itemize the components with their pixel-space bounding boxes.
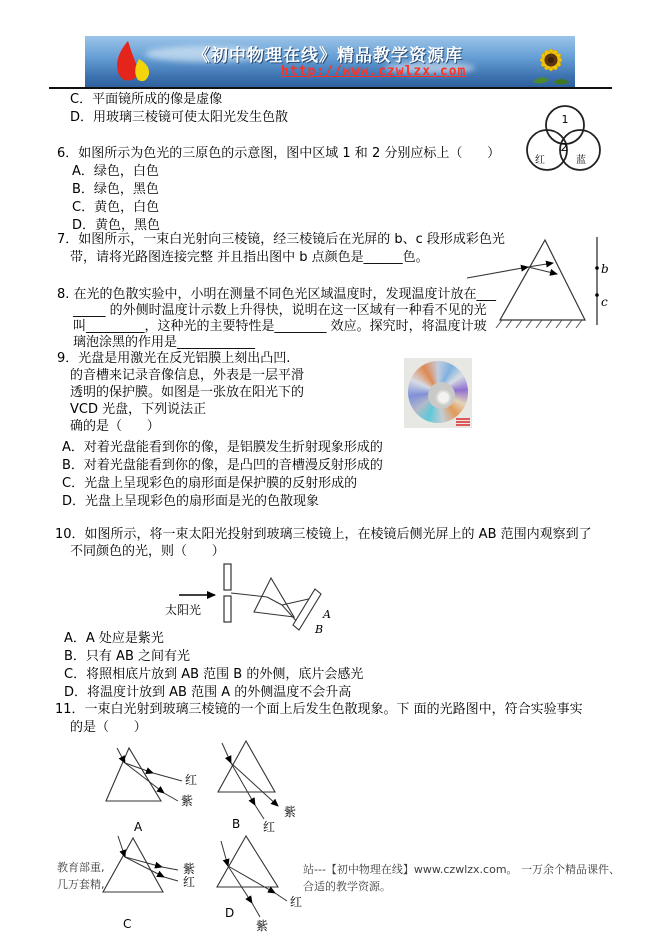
q7-line2: 带，请将光路图连接完整 并且指出图中 b 点颜色是______色。 [70,250,429,265]
venn-blue-label: 蓝 [576,155,586,166]
banner-title: 《初中物理在线》精品教学资源库 [193,46,463,66]
ray-through-slit [231,593,267,597]
ray-in-prism [267,597,282,605]
q6-stem: 6．如图所示为色光的三原色的示意图，图中区域 1 和 2 分别应标上（ ） [57,146,501,161]
incident-ray [221,841,228,866]
ray-red-tail [255,805,264,819]
watermark-right-line2: 合适的教学资源。 [303,880,391,893]
incident-ray [467,267,528,278]
ray-red-tail [164,877,178,881]
site-logo-icon [109,39,153,85]
ray-red-arrow [125,857,164,877]
point-c-dot [595,293,599,297]
diagram-letter: C [123,917,132,931]
q11-diagram-b [208,732,323,844]
site-banner [85,36,575,88]
ray-red-tail [153,773,182,781]
screen-a-label: A [323,608,331,621]
q10-option-a: A．A 处应是紫光 [64,631,164,646]
incident-ray [222,743,231,763]
ray-red-arrow [231,763,255,805]
q10-line2: 不同颜色的光，则（ ） [70,544,225,559]
incident-ray [118,836,125,857]
q8-line2: _____ 的外侧时温度计示数上升得快，说明在这一区域有一种看不见的光 [73,303,487,318]
ray-upper-label: 紫 [284,805,297,819]
q8-line3: 叫_________，这种光的主要特性是________ 效应。探究时，将温度计玻 [73,319,487,334]
prism-triangle [217,836,278,887]
diagram-letter: D [225,906,235,920]
q9-line5: 确的是（ ） [70,419,160,434]
diagram-letter: B [232,817,241,831]
cd-hole [436,390,451,405]
q10-option-b: B．只有 AB 之间有光 [64,649,190,664]
venn-region-1-label: 1 [561,113,569,126]
q8-line4: 璃泡涂黑的作用是____________ [73,335,256,350]
q11-diagram-d [203,833,318,936]
q6-option-c: C．黄色，白色 [72,200,160,215]
q10-option-c: C．将照相底片放到 AB 范围 B 的外侧，底片会感光 [64,667,364,682]
ray-lower-label: 紫 [256,919,269,933]
q9-option-a: A．对着光盘能看到你的像，是铝膜发生折射现象形成的 [62,440,383,455]
prism-triangle [500,240,585,320]
diagram-letter: A [134,820,143,834]
header-divider [49,87,612,89]
q9-line3: 透明的保护膜。如图是一张放在阳光下的 [70,385,305,400]
q9-option-c: C．光盘上呈现彩色的扇形面是保护膜的反射形成的 [62,476,358,491]
q7-line1: 7．如图所示，一束白光射向三棱镜，经三棱镜后在光屏的 b、c 段形成彩色光 [57,232,505,247]
q6-option-d: D．黄色，黑色 [72,218,161,233]
incident-ray [117,748,125,763]
refracted-ray-lower [528,267,557,274]
slit-upper-plate [224,564,231,590]
ray-violet-tail [164,793,178,801]
vcd-disc-photo [404,358,472,428]
ray-lower-label: 红 [263,820,276,834]
q6-venn-diagram [523,101,611,193]
q10-prism-setup-diagram [155,558,405,640]
ray-lower-label: 红 [183,875,196,889]
cd-hub [428,382,455,409]
ray-red-tail [275,893,287,901]
q6-option-b: B．绿色，黑色 [72,182,159,197]
ray-violet-arrow [125,763,164,793]
venn-red-label: 红 [535,155,545,166]
prism-triangle [218,741,275,792]
q9-option-b: B．对着光盘能看到你的像，是凸凹的音槽漫反射形成的 [62,458,383,473]
ray-upper-label: 红 [290,895,303,909]
q9-line2: 的音槽来记录音像信息，外表是一层平滑 [70,368,305,383]
ray-lower-label: 紫 [181,794,194,808]
cd-disc [408,361,468,423]
prev-option-d: D．用玻璃三棱镜可使太阳光发生色散 [70,110,289,125]
banner-url-link[interactable]: http://www.czwlzx.com [281,64,467,79]
slit-lower-plate [224,596,231,622]
ground-hatching [496,320,582,328]
q9-option-d: D．光盘上呈现彩色的扇形面是光的色散现象 [62,494,320,509]
watermark-left-line2: 几万套精, [57,878,105,891]
q10-option-d: D．将温度计放到 AB 范围 A 的外侧温度不会升高 [64,685,352,700]
ray-violet-arrow [125,857,162,867]
q9-line4: VCD 光盘，下列说法正 [70,402,207,417]
screen-b-label: B [315,623,324,636]
point-b-dot [595,266,599,270]
q9-line1: 9．光盘是用激光在反光铝膜上刻出凸凹. [57,351,291,366]
point-b-label: b [601,262,609,276]
venn-region-2-label: 2 [560,141,568,154]
ray-violet-tail [252,903,260,917]
watermark-right-line1: 站---【初中物理在线】www.czwlzx.com。 一万余个精品课件、 [303,863,621,876]
sunflower-icon [527,38,573,88]
q8-line1: 8. 在光的色散实验中，小明在测量不同色光区域温度时，发现温度计放在___ [57,287,497,302]
photo-watermark [456,417,470,426]
q11-line2: 的是（ ） [70,720,147,735]
ray-violet-tail [162,867,178,870]
ray-violet-arrow [228,866,252,903]
q11-line1: 11．一束白光射到玻璃三棱镜的一个面上后发生色散现象。下 面的光路图中，符合实验事实 [55,702,583,717]
sunlight-label: 太阳光 [165,603,202,617]
prev-option-c: C．平面镜所成的像是虚像 [70,92,223,107]
q6-option-a: A．绿色，白色 [72,164,159,179]
ray-upper-label: 红 [185,773,198,787]
prism-triangle [106,748,161,801]
q11-diagram-a [92,735,227,837]
point-c-label: c [601,295,608,309]
q10-line1: 10．如图所示，将一束太阳光投射到玻璃三棱镜上，在棱镜后侧光屏上的 AB 范围内观察到了 [55,527,592,542]
watermark-left-line1: 教育部重, [57,861,105,874]
ray-upper-label: 紫 [183,862,196,876]
